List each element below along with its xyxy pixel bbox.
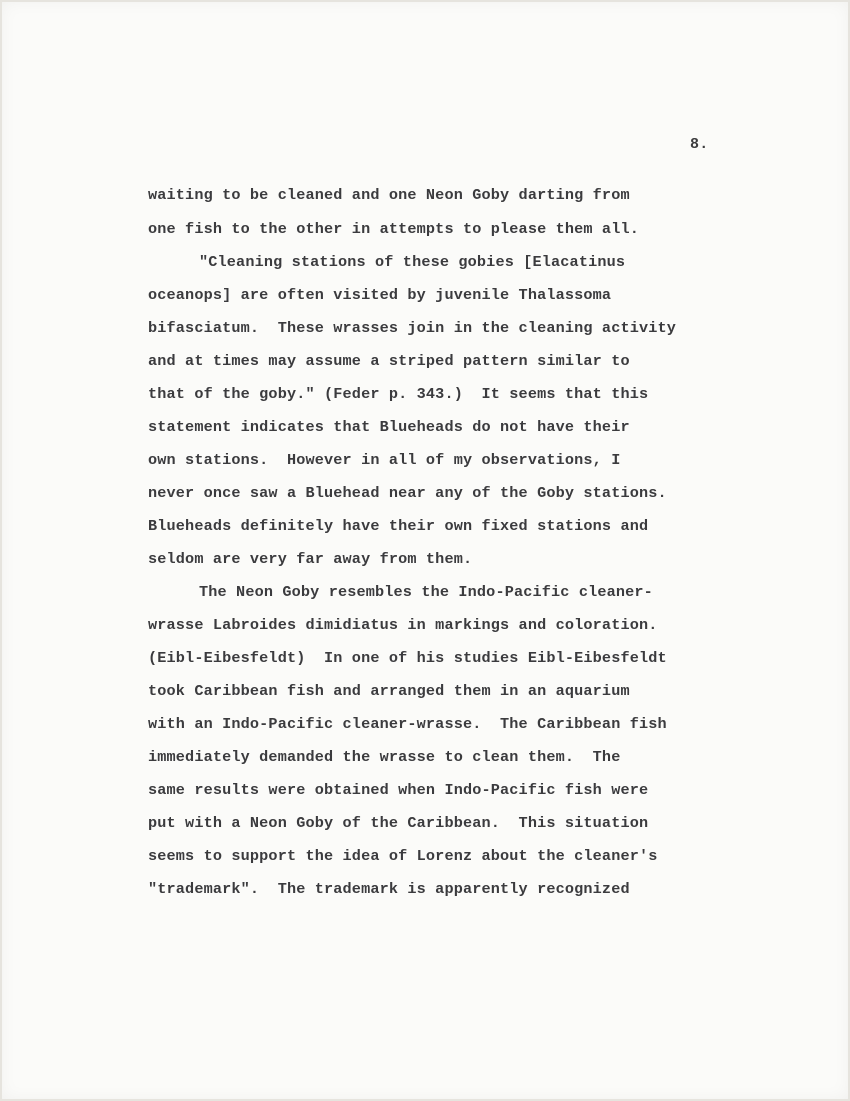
text-line: seldom are very far away from them.: [148, 550, 473, 568]
text-line: wrasse Labroides dimidiatus in markings and coloration.: [148, 616, 658, 634]
text-line: immediately demanded the wrasse to clean them. The: [148, 748, 621, 766]
text-line: same results were obtained when Indo-Pacific fish were: [148, 781, 649, 799]
text-line: seems to support the idea of Lorenz about the cleaner's: [148, 847, 658, 865]
text-line: never once saw a Bluehead near any of the Goby stations.: [148, 484, 667, 502]
text-line: own stations. However in all of my observations, I: [148, 451, 621, 469]
text-line: put with a Neon Goby of the Caribbean. This situation: [148, 814, 649, 832]
text-line: Blueheads definitely have their own fixed stations and: [148, 517, 649, 535]
text-line: (Eibl-Eibesfeldt) In one of his studies Eibl-Eibesfeldt: [148, 649, 667, 667]
text-line: "trademark". The trademark is apparently recognized: [148, 880, 630, 898]
text-line: and at times may assume a striped pattern similar to: [148, 352, 630, 370]
text-line: one fish to the other in attempts to please them all.: [148, 220, 639, 238]
text-line: statement indicates that Blueheads do not have their: [148, 418, 630, 436]
text-line: took Caribbean fish and arranged them in an aquarium: [148, 682, 630, 700]
text-line: waiting to be cleaned and one Neon Goby darting from: [148, 186, 630, 204]
text-line: The Neon Goby resembles the Indo-Pacific cleaner-: [199, 583, 653, 601]
text-line: "Cleaning stations of these gobies [Elacatinus: [199, 253, 626, 271]
text-line: oceanops] are often visited by juvenile Thalassoma: [148, 286, 612, 304]
text-line: bifasciatum. These wrasses join in the cleaning activity: [148, 319, 677, 337]
text-line: that of the goby." (Feder p. 343.) It seems that this: [148, 385, 649, 403]
text-line: with an Indo-Pacific cleaner-wrasse. The Caribbean fish: [148, 715, 667, 733]
page-number: 8.: [690, 136, 709, 153]
